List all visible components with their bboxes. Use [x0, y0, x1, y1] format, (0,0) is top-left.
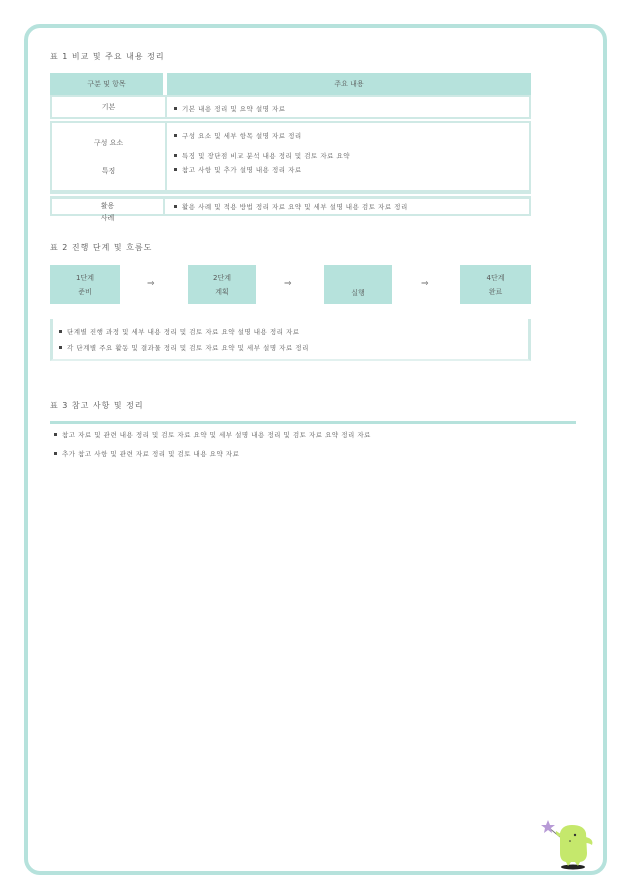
- row-label: 특징: [101, 166, 116, 175]
- flow-notes: [50, 319, 531, 361]
- flow-step: 2단계 계획: [188, 265, 256, 304]
- list-item: 참고 자료 및 관련 내용 정리 및 검토 자료 요약 및 세부 설명 내용 정리 및 검토 자료 요약 정리 자료: [54, 430, 576, 439]
- list-item: 특징 및 장단점 비교 분석 내용 정리 및 검토 자료 요약: [174, 151, 523, 160]
- arrow-right-icon: ⇒: [284, 279, 292, 289]
- section2-title: 표 2 진행 단계 및 흐름도: [50, 243, 153, 252]
- list-item: 추가 참고 사항 및 관련 자료 정리 및 검토 내용 요약 자료: [54, 449, 576, 458]
- row-label: 사례: [100, 214, 115, 222]
- bullet-icon: [174, 154, 177, 157]
- list-item: 기본 내용 정리 및 요약 설명 자료: [174, 104, 523, 113]
- bullet-icon: [174, 168, 177, 171]
- table-header-left: 구분 및 항목: [50, 73, 163, 95]
- flow-step: 4단계 완료: [460, 265, 531, 304]
- comparison-table: [50, 73, 531, 222]
- bullet-icon: [59, 346, 62, 349]
- bullet-icon: [54, 433, 57, 436]
- section1-title: 표 1 비교 및 주요 내용 정리: [50, 52, 165, 61]
- section3-title: 표 3 참고 사항 및 정리: [50, 401, 144, 410]
- row-label: 활용: [100, 202, 115, 210]
- bullet-icon: [174, 134, 177, 137]
- row-label: 기본: [101, 103, 116, 111]
- bullet-icon: [174, 107, 177, 110]
- list-item: 구성 요소 및 세부 항목 설명 자료 정리: [174, 131, 523, 140]
- bullet-icon: [54, 452, 57, 455]
- bullet-icon: [174, 205, 177, 208]
- table-row: [50, 196, 531, 222]
- arrow-right-icon: ⇒: [421, 279, 429, 289]
- flow-step: 실행: [324, 265, 392, 304]
- list-item: 참고 사항 및 추가 설명 내용 정리 자료: [174, 165, 523, 174]
- table-row: [50, 121, 531, 192]
- mascot-icon: [540, 813, 600, 871]
- reference-list: [54, 430, 576, 458]
- flow-step: 1단계 준비: [50, 265, 120, 304]
- bullet-icon: [59, 330, 62, 333]
- arrow-right-icon: ⇒: [147, 279, 155, 289]
- list-item: 단계별 진행 과정 및 세부 내용 정리 및 검토 자료 요약 설명 내용 정리 자료: [59, 327, 522, 336]
- table-header-right: 주요 내용: [167, 73, 531, 95]
- row-label: 구성 요소: [93, 138, 124, 147]
- table-row: [50, 95, 531, 119]
- list-item: 각 단계별 주요 활동 및 결과물 정리 및 검토 자료 요약 및 세부 설명 자료 정리: [59, 343, 522, 352]
- divider: [50, 421, 576, 424]
- list-item: 활용 사례 및 적용 방법 정리 자료 요약 및 세부 설명 내용 검토 자료 정리: [174, 202, 523, 211]
